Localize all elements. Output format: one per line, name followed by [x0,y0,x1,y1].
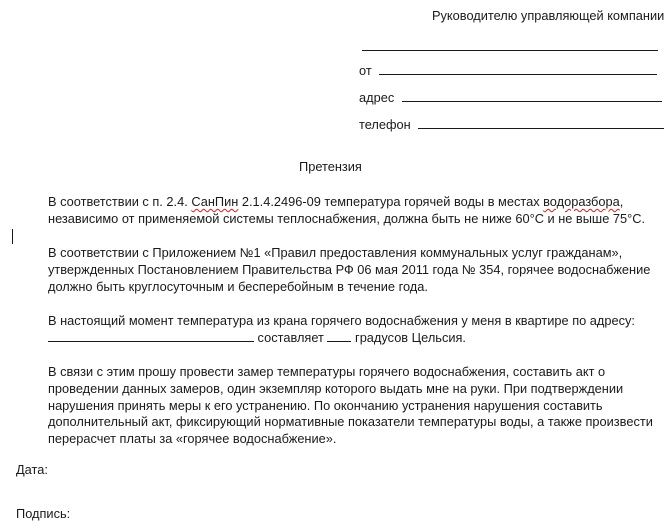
paragraph-4: В связи с этим прошу провести замер температуры горячего водоснабжения, составить акт о проведении данных замеров, один экземпляр которого выдать мне на руки. При подтверждении нарушения принять меры к его устранению. По окончанию устранения нарушения составить дополнительный акт, фиксирующий нормативные показатели температуры воды, а также произвести перерасчет платы за «горячее водоснабжение». [48,364,653,447]
recipient-line: Руководителю управляющей компании [432,8,665,23]
address-field[interactable] [359,89,662,106]
phone-blank[interactable] [418,116,664,129]
recipient-name-blank[interactable] [362,38,658,55]
paragraph-2: В соответствии с Приложением №1 «Правил предоставления коммунальных услуг гражданам», утвержденных Постановлением Правительства РФ 06 мая 2011 года № 354, горячее водоснабжение должно быть круглосуточным и бесперебойным в течение года. [48,245,651,294]
date-label: Дата: [16,462,48,477]
address-blank[interactable] [402,89,662,102]
text-cursor [12,229,13,244]
phone-label: телефон [359,117,411,132]
address-label: адрес [359,90,395,105]
signature-label: Подпись: [16,506,71,521]
phone-field[interactable] [359,116,664,133]
paragraph-3: В настоящий момент температура из крана горячего водоснабжения у меня в квартире по адресу: составляет градусов Цельсия. [48,313,635,345]
paragraph-1: В соответствии с п. 2.4. СанПин 2.1.4.2496-09 температура горячей воды в местах водоразбора, независимо от применяемой системы теплоснабжения, должна быть не ниже 60°С и не выше 75°С. [48,194,646,226]
from-blank[interactable] [379,62,657,75]
spellcheck-word: водоразбора [543,194,620,209]
from-field[interactable] [359,62,657,79]
document-title: Претензия [299,159,362,174]
temperature-blank[interactable] [327,330,351,342]
address-inline-blank[interactable] [48,330,254,342]
from-label: от [359,63,372,78]
spellcheck-word: СанПин [191,194,239,209]
